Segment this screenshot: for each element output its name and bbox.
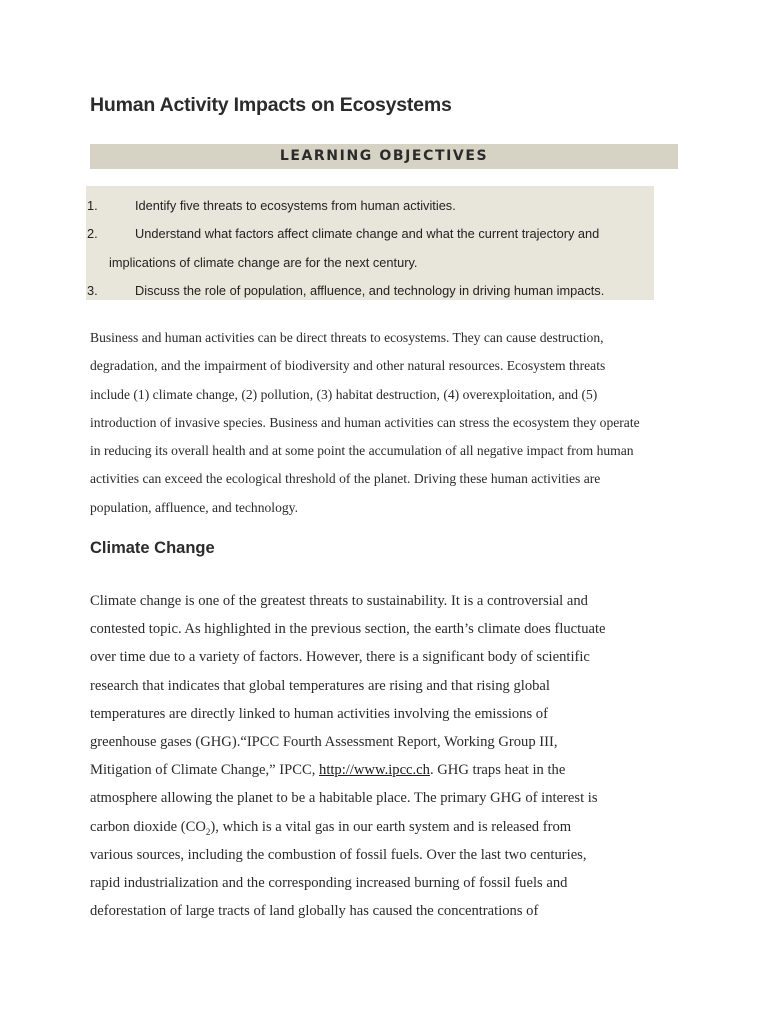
text-span: . GHG traps heat in the <box>429 762 566 779</box>
paragraph-line: Business and human activities can be direct threats to ecosystems. They can cause destruction, <box>90 330 604 345</box>
paragraph-line: contested topic. As highlighted in the previous section, the earth’s climate does fluctuate <box>90 621 606 638</box>
paragraph-line: atmosphere allowing the planet to be a habitable place. The primary GHG of interest is <box>90 790 598 807</box>
paragraph-line: include (1) climate change, (2) pollution, (3) habitat destruction, (4) overexploitation, and (5) <box>90 386 598 402</box>
list-item-number: 2. <box>87 226 98 241</box>
paragraph-line: activities can exceed the ecological threshold of the planet. Driving these human activities are <box>90 471 601 487</box>
paragraph-line <box>90 813 690 841</box>
paragraph-line: greenhouse gases (GHG).“IPCC Fourth Assessment Report, Working Group III, <box>90 734 558 751</box>
list-item-number: 3. <box>87 283 98 298</box>
paragraph-line: Climate change is one of the greatest threats to sustainability. It is a controversial and <box>90 593 588 609</box>
text-span: carbon dioxide (CO <box>90 818 206 835</box>
list-item-number: 1. <box>87 198 98 213</box>
climate-change-paragraph <box>90 587 690 925</box>
intro-paragraph <box>90 324 690 522</box>
list-item: Identify five threats to ecosystems from human activities. <box>135 198 456 213</box>
list-item: Understand what factors affect climate change and what the current trajectory and <box>135 226 600 241</box>
paragraph-line: various sources, including the combustion of fossil fuels. Over the last two centuries, <box>90 846 587 863</box>
paragraph-line: rapid industrialization and the corresponding increased burning of fossil fuels and <box>90 875 568 892</box>
list-item: Discuss the role of population, affluence, and technology in driving human impacts. <box>135 283 605 298</box>
paragraph-line: in reducing its overall health and at some point the accumulation of all negative impact from human <box>90 443 634 459</box>
list-item-continuation: implications of climate change are for the next century. <box>109 255 418 270</box>
learning-objectives-list <box>86 186 654 300</box>
ipcc-link[interactable]: http://www.ipcc.ch <box>319 762 430 779</box>
page-title: Human Activity Impacts on Ecosystems <box>90 94 452 116</box>
paragraph-line <box>90 756 690 784</box>
paragraph-line: over time due to a variety of factors. However, there is a significant body of scientific <box>90 649 590 666</box>
paragraph-line: population, affluence, and technology. <box>90 499 298 515</box>
subscript: 2 <box>205 826 211 837</box>
paragraph-line: deforestation of large tracts of land globally has caused the concentrations of <box>90 903 539 920</box>
learning-objectives-heading: LEARNING OBJECTIVES <box>90 144 678 169</box>
paragraph-line: research that indicates that global temperatures are rising and that rising global <box>90 677 550 694</box>
paragraph-line: degradation, and the impairment of biodiversity and other natural resources. Ecosystem threats <box>90 358 606 374</box>
paragraph-line: introduction of invasive species. Business and human activities can stress the ecosystem they operate <box>90 414 640 430</box>
paragraph-line: temperatures are directly linked to human activities involving the emissions of <box>90 705 548 722</box>
section-heading: Climate Change <box>90 539 215 557</box>
text-span: Mitigation of Climate Change,” IPCC, <box>90 762 320 779</box>
text-span: ), which is a vital gas in our earth system and is released from <box>210 818 572 835</box>
